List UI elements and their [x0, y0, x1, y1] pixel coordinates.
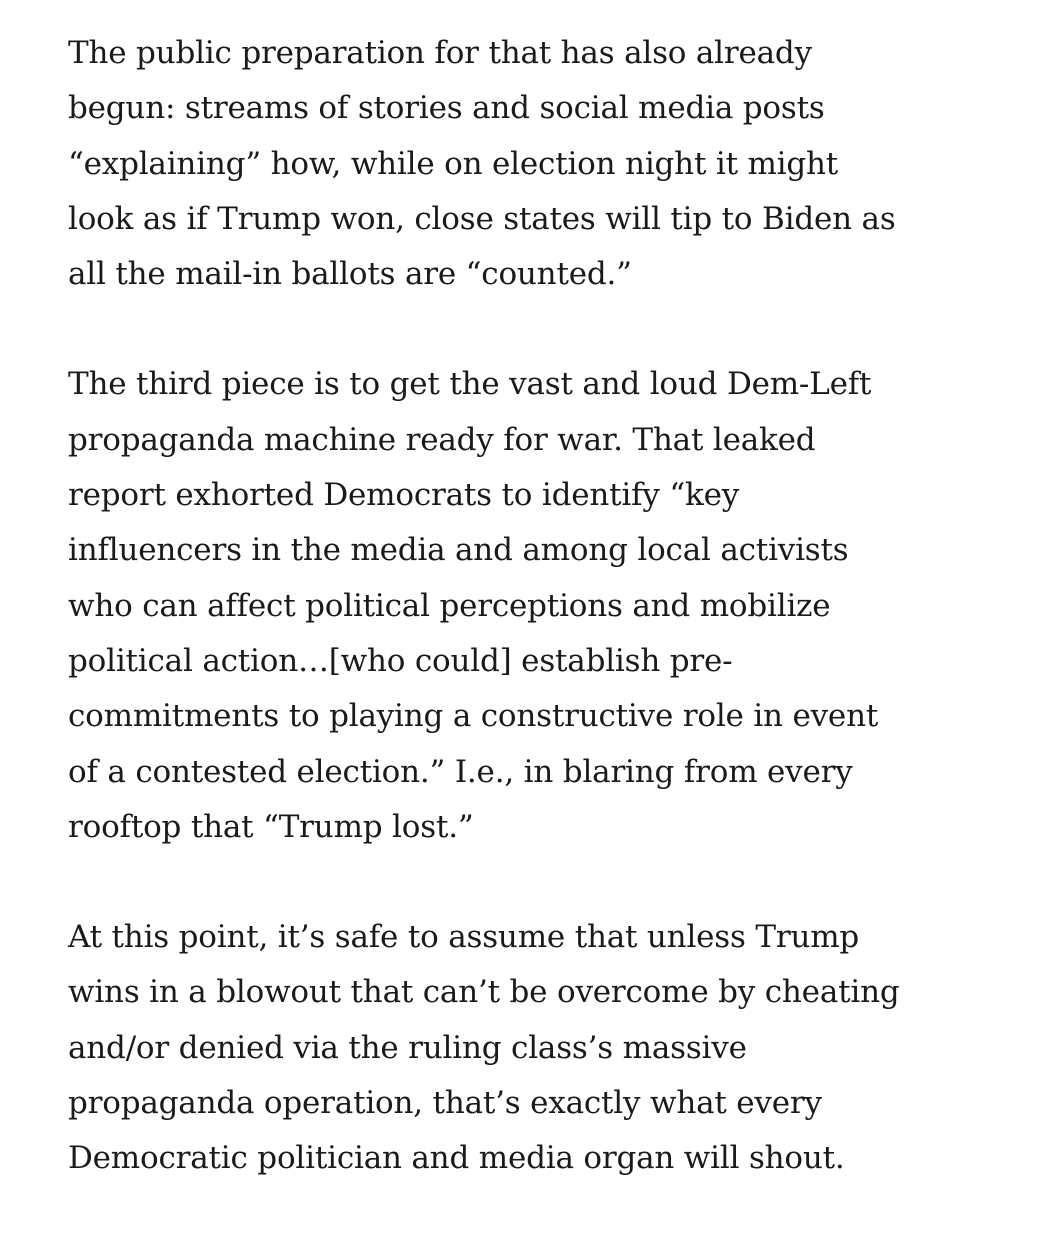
text-line: propaganda operation, that’s exactly what every	[68, 1085, 822, 1122]
text-line: report exhorted Democrats to identify “key	[68, 477, 740, 514]
text-line: “explaining” how, while on election night it might	[68, 145, 839, 182]
text-line: wins in a blowout that can’t be overcome by cheating	[68, 974, 900, 1011]
text-line: The third piece is to get the vast and loud Dem-Left	[68, 366, 872, 403]
text-line: influencers in the media and among local activists	[68, 532, 849, 569]
text-line: The public preparation for that has also already	[68, 35, 812, 71]
text-line: propaganda machine ready for war. That leaked	[68, 421, 816, 458]
text-line: Democratic politician and media organ will shout.	[68, 1140, 845, 1177]
text-line: all the mail-in ballots are “counted.”	[68, 256, 632, 293]
paragraph-1	[68, 26, 1008, 302]
paragraph-3	[68, 910, 1008, 1186]
text-line: At this point, it’s safe to assume that unless Trump	[68, 919, 860, 956]
text-line: and/or denied via the ruling class’s massive	[68, 1029, 747, 1066]
text-line: look as if Trump won, close states will tip to Biden as	[68, 200, 896, 237]
text-line: political action…[who could] establish pre-	[68, 642, 733, 679]
text-line: rooftop that “Trump lost.”	[68, 808, 474, 845]
text-line: begun: streams of stories and social media posts	[68, 90, 825, 127]
article-body	[68, 26, 1008, 1242]
paragraph-2	[68, 357, 1008, 855]
text-line: of a contested election.” I.e., in blaring from every	[68, 753, 853, 790]
text-line: who can affect political perceptions and mobilize	[68, 587, 831, 624]
text-line: commitments to playing a constructive role in event	[68, 698, 879, 735]
